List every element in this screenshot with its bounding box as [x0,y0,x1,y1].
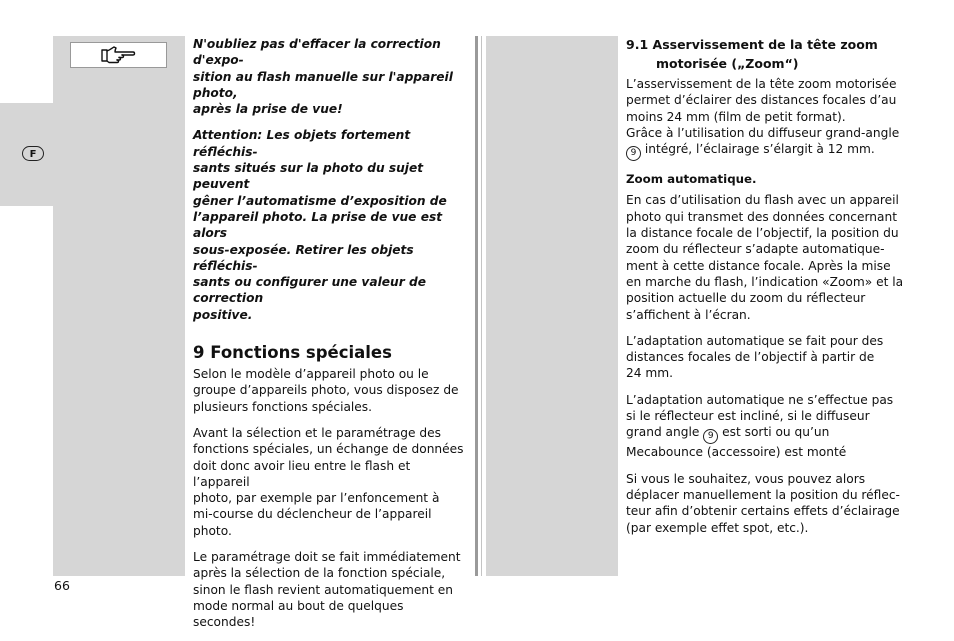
text-line [626,424,904,444]
text-line: moins 24 mm (film de petit format). [626,109,846,124]
note-line: gêner l’automatisme d’exposition de [193,193,447,208]
text-line: déplacer manuellement la position du réflec- [626,487,900,502]
paragraph [626,471,904,536]
text-line: ment à cette distance focale. Après la mise [626,258,891,273]
note-reflective-objects [193,127,469,323]
paragraph [626,333,904,382]
text-line: zoom du réflecteur s’adapte automatique- [626,242,885,257]
text-fragment: intégré, l’éclairage s’élargit à 12 mm. [641,142,875,157]
auto-zoom-heading: Zoom automatique. [626,172,757,187]
paragraph [626,192,904,322]
text-line: photo qui transmet des données concernant [626,209,897,224]
note-reset-correction [193,36,469,117]
text-line: mode normal au bout de quelques secondes! [193,598,404,630]
text-line: Si vous le souhaitez, vous pouvez alors [626,471,866,486]
text-line: en marche du flash, l’indication «Zoom» et la [626,274,904,289]
text-line: Le paramétrage doit se fait immédiatement [193,550,461,565]
text-line: En cas d’utilisation du flash avec un appareil [626,193,899,208]
text-line: L’adaptation automatique ne s’effectue pas [626,392,894,407]
left-margin-panel [53,36,185,576]
text-line: s’affichent à l’écran. [626,307,751,322]
text-line: doit donc avoir lieu entre le flash et l’appareil [193,458,411,489]
note-line: sants situés sur la photo du sujet peuvent [193,161,424,192]
note-line: sition au flash manuelle sur l'appareil photo, [193,69,453,100]
note-marker [70,42,167,68]
note-line: positive. [193,307,253,322]
language-badge: F [22,146,44,161]
pointing-hand-icon [100,45,138,65]
reference-number-badge: 9 [626,146,641,161]
right-margin-panel [486,36,618,576]
text-line: Grâce à l’utilisation du diffuseur grand-angle [626,125,900,140]
text-line: après la sélection de la fonction spéciale, [193,566,446,581]
text-line: sinon le flash revient automatiquement en [193,582,453,597]
paragraph [193,425,469,539]
text-fragment: grand angle [626,425,704,440]
text-line: Mecabounce (accessoire) est monté [626,445,847,460]
text-line: plusieurs fonctions spéciales. [193,399,373,414]
text-line [626,141,904,161]
text-line: teur afin d’obtenir certains effets d’éclairage [626,504,900,519]
text-line: photo, par exemple par l’enfoncement à [193,491,440,506]
note-line: l’appareil photo. La prise de vue est alors [193,209,443,241]
subsection-title-line: motorisée („Zoom“) [656,56,799,71]
paragraph [626,76,904,161]
note-line: sants ou configurer une valeur de correction [193,275,426,306]
text-line: Selon le modèle d’appareil photo ou le [193,367,429,382]
subsection-title-line: Asservissement de la tête zoom [652,37,878,52]
subsection-number: 9.1 [626,37,649,52]
paragraph [193,549,469,630]
text-line: distances focales de l’objectif à partir de [626,350,875,365]
text-line: mi-course du déclencheur de l’appareil [193,507,432,522]
text-line: fonctions spéciales, un échange de données [193,442,464,457]
text-line: la distance focale de l’objectif, la position du [626,226,899,241]
subsection-title [626,35,904,73]
text-line: groupe d’appareils photo, vous disposez de [193,383,459,398]
column-divider [475,36,478,576]
text-line: photo. [193,523,232,538]
note-line: N'oubliez pas d'effacer la correction d'expo- [193,37,441,68]
text-fragment: est sorti ou qu’un [718,425,830,440]
text-line: Avant la sélection et le paramétrage des [193,425,441,440]
text-line: (par exemple effet spot, etc.). [626,520,809,535]
text-line: 24 mm. [626,366,674,381]
note-line: après la prise de vue! [193,102,343,117]
text-line: L’asservissement de la tête zoom motorisée [626,77,897,91]
note-line: Attention: Les objets fortement réfléchis- [193,128,411,159]
text-line: si le réflecteur est incliné, si le diffuseur [626,409,870,424]
text-line: permet d’éclairer des distances focales d’au [626,93,897,108]
section-title: 9 Fonctions spéciales [193,343,392,363]
reference-number-badge: 9 [703,429,718,444]
text-line: position actuelle du zoom du réflecteur [626,291,866,306]
text-line: L’adaptation automatique se fait pour des [626,333,884,348]
paragraph [626,392,904,461]
right-column [626,35,904,546]
paragraph [193,366,469,415]
page-number: 66 [54,578,70,593]
note-line: sous-exposée. Retirer les objets réfléchis- [193,242,414,273]
column-divider-thin [481,36,482,576]
left-column [193,36,469,641]
